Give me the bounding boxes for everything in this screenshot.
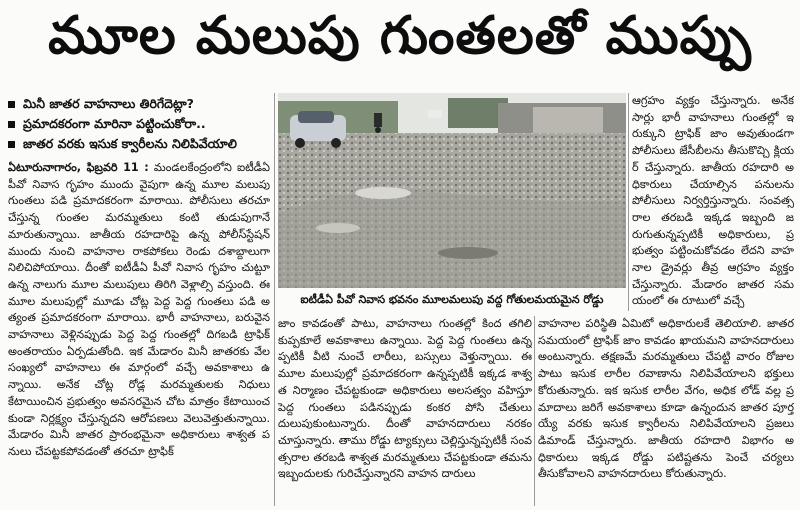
square-bullet-icon <box>8 141 15 148</box>
article-column-3: వాహనాల పరిస్థితి ఏమిటో అధికారులకే తెలియాలి. జాతర సమయంలో ట్రాఫిక్ జాం కావడం ఖాయమని వాహనదారులు అంటున్నారు. తక్షణమే మరమ్మతులు చేపట్టి వారం రోజుల పాటు ఇసుక లారీల రవాణాను నిలిపివేయాలని భక్తులు కోరుతున్నారు. ఇక ఇసుక లారీల వేగం, అధిక లోడ్ వల్ల ప్రమాదాలు జరిగే అవకాశాలు కూడా ఉన్నందున జాతర పూర్తయ్యే వరకు ఇసుక క్వారీలను నిలిపివేయాలని ప్రజలు డిమాండ్ చేస్తున్నారు. జాతీయ రహదారి విభాగం అధికారులు ఇక్కడ రోడ్డు పటిష్టతను పెంచే చర్యలు తీసుకోవాలని వాహనదారులు కోరుతున్నారు. <box>538 317 794 481</box>
bullet-item <box>8 114 270 134</box>
bullet-text: మినీ జాతర వాహనాలు తిరిగేదెట్లా? <box>23 96 194 111</box>
dateline: ఏటూరునాగారం, ఫిబ్రవరి 11 : <box>8 161 149 174</box>
column-divider <box>628 93 629 311</box>
article-column-1 <box>8 160 270 505</box>
road-photo <box>278 93 626 288</box>
square-bullet-icon <box>8 121 15 128</box>
photo-caption: ఐటీడీఏ పీవో నివాస భవనం మూలమలుపు వద్ద గోతులమయమైన రోడ్డు <box>300 293 604 306</box>
article-column-2: జాం కావడంతో పాటు, వాహనాలు గుంతల్లో కింద తగిలి కుప్పకూలే అవకాశాలు ఉన్నాయి. పెద్ద పెద్ద గుంతలు ఉన్నప్పటికీ వీటి నుంచే లారీలు, బస్సులు వెళ్తున్నాయి. ఈ మూల మలుపుల్లో ప్రమాదకరంగా ఉన్నప్పటికీ ఇక్కడ శాశ్వత నిర్మాణం చేపట్టకుండా అధికారులు అలసత్వం వహిస్తూ పెద్ద గుంతలు పడినప్పుడు కంకర పోసి చేతులు దులుపుకుంటున్నారు. దీంతో వాహనదారులు నరకం చూస్తున్నారు. తాము రోడ్డు ట్యాక్సులు చెల్లిస్తున్నప్పటికీ సంవత్సరాల తరబడి శాశ్వత మరమ్మతులు చేపట్టకుండా తమను ఇబ్బందులకు గురిచేస్తున్నారని వాహన దారులు <box>278 317 532 481</box>
motorbike-illustration <box>374 113 382 133</box>
headline: మూల మలుపు గుంతలతో ముప్పు <box>48 5 752 66</box>
article-body-1: మండలకేంద్రంలోని ఐటీడీఏ పీవో నివాస గృహం ముందు వైపుగా ఉన్న మూల మలుపు గుంతలు పడి ప్రమాదకరంగా మారాయి. పోలీసులు తరచూ చేస్తున్న గుంతల మరమ్మతులు కంటి తుడుపుగానే మారుతున్నాయి. జాతీయ రహదారిపై ఉన్న పోలీస్‌స్టేషన్ ముందు నుంచి వాహనాల రాకపోకలు రెండు దశాబ్దాలుగా నిలిచిపోయాయి. దీంతో ఐటీడీఏ పీవో నివాస గృహం చుట్టూ ఉన్న నాలుగు మూల మలుపులు తిరిగి వెళ్లాల్సి వస్తుంది. ఈ మూల మలుపుల్లో మూడు చోట్ల పెద్ద పెద్ద గుంతలు పడి అత్యంత ప్రమాదకరంగా మారాయి. భారీ వాహనాలు, బరువైన వాహనాలు వెళ్లినప్పుడు పెద్ద పెద్ద గుంతల్లో దిగబడి ట్రాఫిక్ అంతరాయం ఏర్పడుతోంది. ఇక మేడారం మినీ జాతరకు వేల సంఖ్యలో వాహనాలు ఈ మార్గంలో వచ్చే అవకాశాలు ఉన్నాయి. అనేక చోట్ల రోడ్ల మరమ్మతులకు నిధులు కేటాయించిన ప్రభుత్వం అవసరమైన చోట మాత్రం కేటాయించకుండా నిర్లక్ష్యం చేస్తున్నదని ఆరోపణలు వెలువెత్తుతున్నాయి. మేడారం మినీ జాతర ప్రారంభమైనా అధికారులు శాశ్వత పనులు చేపట్టకపోవడంతో తరచూ ట్రాఫిక్ <box>8 161 270 458</box>
bullet-list <box>8 94 270 154</box>
bullet-text: ప్రమాదకరంగా మారినా పట్టించుకోరా.. <box>23 116 206 131</box>
square-bullet-icon <box>8 101 15 108</box>
pothole-road-illustration <box>278 93 626 288</box>
bullet-text: జాతర వరకు ఇసుక క్వారీలను నిలిపివేయాలి <box>23 136 237 151</box>
column-divider <box>534 316 535 506</box>
bullet-item <box>8 94 270 114</box>
article-column-right: ఆగ్రహం వ్యక్తం చేస్తున్నారు. అనేక సార్లు భారీ వాహనాలు గుంతల్లో ఇరుక్కుని ట్రాఫిక్ జాం అవుతుండగా పోలీసులు జేసీబీలను తీసుకొచ్చి క్లియర్ చేస్తున్నారు. జాతీయ రహదారి అధికారులు చేయాల్సిన పనులను పోలీసులు నిర్వర్తిస్తున్నారు. సంవత్సరాల తరబడి ఇక్కడ ఇబ్బంది జరుగుతున్నప్పటికీ అధికారులు, ప్రభుత్వం పట్టించుకోవడం లేదని వాహనాల డ్రైవర్లు తీవ్ర ఆగ్రహం వ్యక్తం చేస్తున్నారు. మేడారం జాతర సమయంలో ఈ రూటులో వచ్చే <box>632 94 794 308</box>
bullet-item <box>8 134 270 154</box>
column-divider <box>274 93 275 506</box>
